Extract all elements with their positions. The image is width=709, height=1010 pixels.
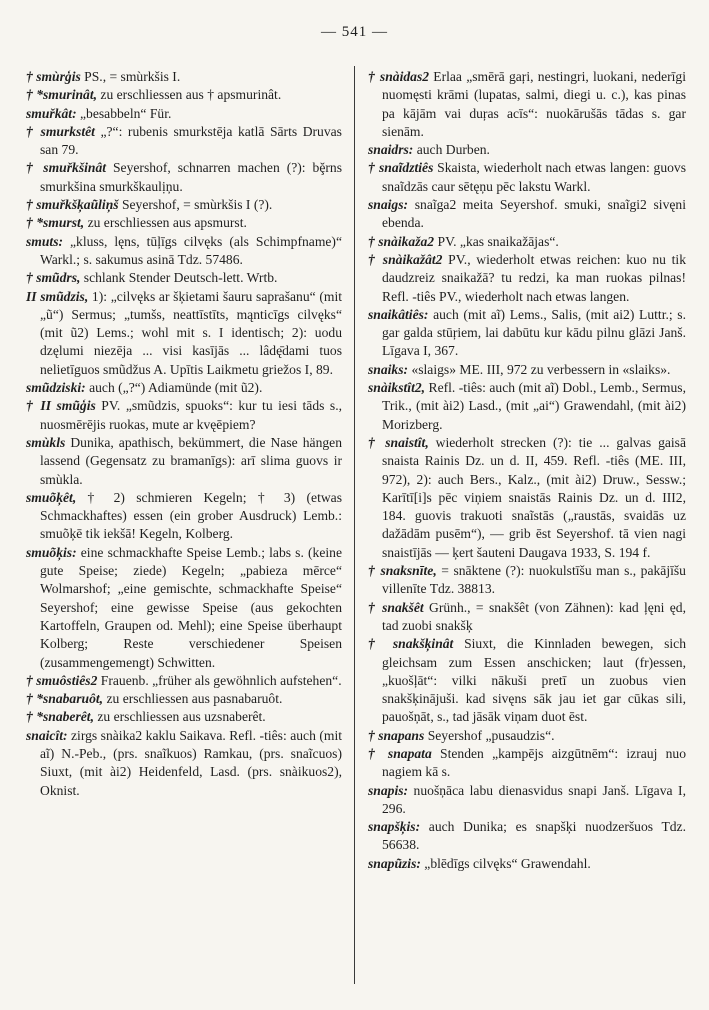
entry-headword: † snakšêt: [368, 599, 424, 615]
entry-definition: PV., wiederholt etwas reichen: kuo nu tik daudzreiz snaikažā? tu redzi, ka man ruokas pilnas! Refl. -tiês PV., wiederholt nach etwas langen.: [382, 251, 687, 304]
entry-definition: auch (mit aĩ) Lems., Salis, (mit ai2) Luttr.; s. gar galda stūŗiem, lai dabūtu kur kādu pilnu glāzi Janš. Līgava I, 367.: [382, 306, 686, 359]
entry-headword: snaigs:: [368, 197, 409, 213]
entry-definition: zu erschliessen aus † apsmurinât.: [97, 87, 282, 103]
entry-headword: smuõķêt,: [26, 489, 77, 505]
left-column: [26, 68, 342, 800]
dictionary-entry: [368, 434, 686, 562]
dictionary-entry: [368, 745, 686, 782]
dictionary-entry: [26, 233, 342, 270]
dictionary-entry: [368, 361, 686, 379]
entry-definition: nuošņāca labu dienasvidus snapi Janš. Līgava I, 296.: [382, 782, 686, 816]
entry-headword: † snapata: [368, 745, 432, 761]
dictionary-entry: [368, 855, 686, 873]
dictionary-entry: [26, 123, 342, 160]
entry-headword: snaiks:: [368, 361, 409, 377]
entry-headword: † *snaberêt,: [26, 709, 94, 725]
entry-definition: «slaigs» ME. III, 972 zu verbessern in «slaiks».: [408, 361, 671, 377]
entry-headword: snapũzis:: [368, 855, 421, 871]
entry-definition: „besabbeln“ Für.: [76, 105, 172, 121]
entry-headword: smùkls: [26, 434, 66, 450]
entry-definition: Skaista, wiederholt nach etwas langen: guovs snaĩdzās caur sētęņu pēc lakstu Warkl.: [382, 160, 686, 194]
column-divider: [354, 66, 355, 984]
dictionary-entry: [26, 727, 342, 800]
dictionary-entry: [368, 68, 686, 141]
entry-definition: Seyershof „pusaudzis“.: [424, 727, 555, 743]
dictionary-entry: [26, 269, 342, 287]
right-column: [368, 68, 686, 873]
entry-headword: snàikstît2,: [368, 380, 426, 396]
entry-definition: Stenden „kampējs aizgūtnēm“: izrauj nuo nagiem kā s.: [382, 745, 687, 780]
entry-definition: Frauenb. „früher als gewöhnlich aufstehen“.: [97, 672, 342, 688]
dictionary-entry: [368, 727, 686, 745]
dictionary-entry: [368, 306, 686, 361]
entry-headword: † II smũģis: [26, 398, 96, 414]
entry-headword: † *smurst,: [26, 215, 85, 231]
entry-definition: zu erschliessen aus uzsnaberêt.: [93, 709, 266, 725]
entry-definition: PS., = smùrkšis I.: [80, 69, 181, 84]
entry-definition: Siuxt, die Kinnladen bewegen, sich gleichsam zum Essen anschicken; laut (fr)essen, „kuošļāt“: vilki nākuši pretī un zuobus vien snakšķinājuši. kad sivęns sāk jau iet gar cūkas sili, pauošņāt, s., tad jāsāk viņam duot ēst.: [382, 636, 687, 725]
entry-definition: eine schmackhafte Speise Lemb.; labs s. (keine gute Speise; ziede) Kegeln; „pabieza mērce“ Wolmarshof; „eine gemischte, schmackhafte Speise“ Seyershof; eine gewisse Speise (aus gekochten Kartoffeln, Graupen od. Mehl); eine Speise überhaupt Kolberg; Reste verschiedener Speisen (zusammengemengt) Schwitten.: [40, 544, 342, 670]
entry-definition: 1): „cilvęks ar šķietami šauru saprašanu“ (mit „ũ“) Sermus; „tumšs, neattīstīts, mąnticīgs cilvęks“ (mit ũ2) Lems.; wohl mit s. I identisch; 2): uodu dzęlumi niezēja ... visi kasījās ... lâdę̄dami tuos nelietīguos smũdžus A. Upītis Laikmetu griežos I, 89.: [40, 288, 342, 377]
entry-definition: „?“: rubenis smurkstēja katlā Sārts Druvas san 79.: [40, 123, 342, 158]
entry-definition: schlank Stender Deutsch-lett. Wrtb.: [80, 270, 278, 286]
dictionary-entry: [26, 708, 342, 726]
entry-definition: Erlaa „smērā gaŗi, nestingri, luokani, nederīgi nuomęsti krāmi (lupatas, salmi, diegi u. c.), kas pinas pa kājām vai duŗas acīs“: nuokārušās tādas s. gar sienām.: [382, 69, 686, 139]
entry-headword: † snaistît,: [368, 434, 429, 450]
entry-headword: † snapans: [368, 727, 425, 743]
entry-definition: „kluss, lęns, tūļīgs cilvęks (als Schimpfname)“ Warkl.; s. sakumus asinā Tdz. 57486.: [40, 233, 342, 267]
entry-headword: † smũdrs,: [26, 270, 81, 286]
dictionary-entry: [368, 141, 686, 159]
dictionary-entry: [26, 690, 342, 708]
dictionary-entry: [368, 818, 686, 855]
entry-headword: snaikâtiês:: [368, 306, 429, 322]
entry-definition: snaĩga2 meita Seyershof. smuki, snaĩgi2 sivęni ebenda.: [382, 197, 686, 231]
entry-headword: † smùrģis: [26, 69, 81, 84]
dictionary-entry: [26, 214, 342, 232]
dictionary-entry: [26, 397, 342, 434]
dictionary-entry: [26, 288, 342, 379]
entry-definition: auch („?“) Adiamünde (mit ũ2).: [85, 380, 263, 396]
page-number: — 541 —: [321, 24, 388, 40]
dictionary-entry: [26, 434, 342, 489]
entry-definition: Grünh., = snakšêt (von Zähnen): kad ļęni ęd, tad zuobi snakšķ: [382, 599, 686, 633]
entry-headword: snaicît:: [26, 727, 68, 743]
dictionary-entry: [368, 379, 686, 434]
entry-headword: smuřkât:: [26, 105, 77, 121]
dictionary-entry: [26, 672, 342, 690]
entry-headword: † smuôstiês2: [26, 672, 98, 688]
entry-headword: † snàikaža2: [368, 233, 435, 249]
dictionary-entry: [26, 489, 342, 544]
dictionary-entry: [26, 159, 342, 196]
entry-headword: † snaĩdztiês: [368, 160, 434, 176]
entry-headword: snapis:: [368, 782, 409, 798]
entry-definition: Refl. -tiês: auch (mit aĩ) Dobl., Lemb., Sermus, Trik., (mit ài2) Lasd., (mit „ai“) Grawendahl, (mit ài2) Morizberg.: [382, 380, 686, 432]
entry-definition: auch Durben.: [413, 142, 490, 158]
entry-definition: PV. „kas snaikažājas“.: [434, 233, 559, 249]
entry-definition: auch Dunika; es snapšķi nuodzeršuos Tdz. 56638.: [382, 819, 686, 853]
dictionary-entry: [368, 782, 686, 819]
dictionary-entry: [26, 68, 342, 86]
entry-headword: smuts:: [26, 233, 64, 249]
entry-definition: PV. „smũdzis, spuoks“: kur tu iesi tāds s., nuosmērējis ruokas, mute ar kvęēpiem?: [40, 398, 342, 432]
entry-definition: = snāktene (?): nuokulstīšu man s., pakājīšu villenīte Tdz. 38813.: [382, 563, 686, 597]
entry-headword: † snàikažât2: [368, 251, 443, 267]
entry-headword: smuõķis:: [26, 544, 77, 560]
dictionary-entry: [26, 544, 342, 672]
entry-headword: † smuřkšinât: [26, 160, 107, 176]
dictionary-entry: [26, 105, 342, 123]
entry-definition: Seyershof, = smùrkšis I (?).: [118, 197, 273, 213]
entry-headword: snapšķis:: [368, 819, 421, 835]
dictionary-entry: [368, 562, 686, 599]
entry-definition: „blēdīgs cilvęks“ Grawendahl.: [420, 855, 591, 871]
entry-headword: † smurkstêt: [26, 123, 95, 139]
entry-definition: wiederholt strecken (?): tie ... galvas gaisā snaista Rainis Dz. un d. II, 459. Refl. -tiês (ME. III, 972), 2): auch Bers., Kalz., (mit ài2) Druw., Sessw.; Karītī[i]s pēc viņiem snaistās Rainis Dz. un d. III2, 184. guovis trakuoti snaĩstās („raustās, svaidās uz dažādām pusēm“), — grib ēst Seyershof. tā vien nagi snaistījās — ķert šauteni Daugava 1933, S. 194 f.: [382, 434, 687, 560]
entry-definition: zirgs snàika2 kaklu Saikava. Refl. -tiês: auch (mit aĩ) N.-Peb., (prs. snaĩkuos) Ramkau, (prs. snaĩcuos) Siuxt, (mit ài2) Heidenfeld, Lasd. (prs. snàikuos2), Oknist.: [40, 727, 342, 798]
entry-headword: II smũdzis,: [26, 288, 89, 304]
entry-headword: smũdziski:: [26, 380, 86, 396]
dictionary-entry: [26, 86, 342, 104]
entry-definition: Dunika, apathisch, bekümmert, die Nase hängen lassend (Gegensatz zu bramanīgs): arī slima guovs ir smùkla.: [40, 434, 342, 487]
dictionary-entry: [368, 599, 686, 636]
dictionary-entry: [368, 233, 686, 251]
entry-headword: † smuřkšķaũliņš: [26, 197, 119, 213]
entry-headword: snaidrs:: [368, 142, 414, 158]
dictionary-entry: [368, 635, 686, 726]
dictionary-entry: [26, 196, 342, 214]
dictionary-entry: [368, 159, 686, 196]
entry-headword: † snàidas2: [368, 69, 430, 84]
entry-headword: † snakšķinât: [368, 636, 454, 652]
entry-definition: Seyershof, schnarren machen (?): bḝrns smurkšina smurkškaulịņu.: [40, 160, 342, 194]
entry-definition: zu erschliessen aus apsmurst.: [84, 215, 247, 231]
entry-headword: † *snabaruôt,: [26, 691, 104, 707]
entry-headword: † *smurinât,: [26, 87, 98, 103]
entry-definition: zu erschliessen aus pasnabaruôt.: [103, 691, 283, 707]
dictionary-entry: [368, 251, 686, 306]
dictionary-entry: [26, 379, 342, 397]
entry-headword: † snaksnīte,: [368, 563, 437, 579]
dictionary-entry: [368, 196, 686, 233]
entry-definition: † 2) schmieren Kegeln; † 3) (etwas Schmackhaftes) essen (ein grober Ausdruck) Lemb.: smuõķē tik iekšā! Kegeln, Kolberg.: [40, 489, 342, 542]
